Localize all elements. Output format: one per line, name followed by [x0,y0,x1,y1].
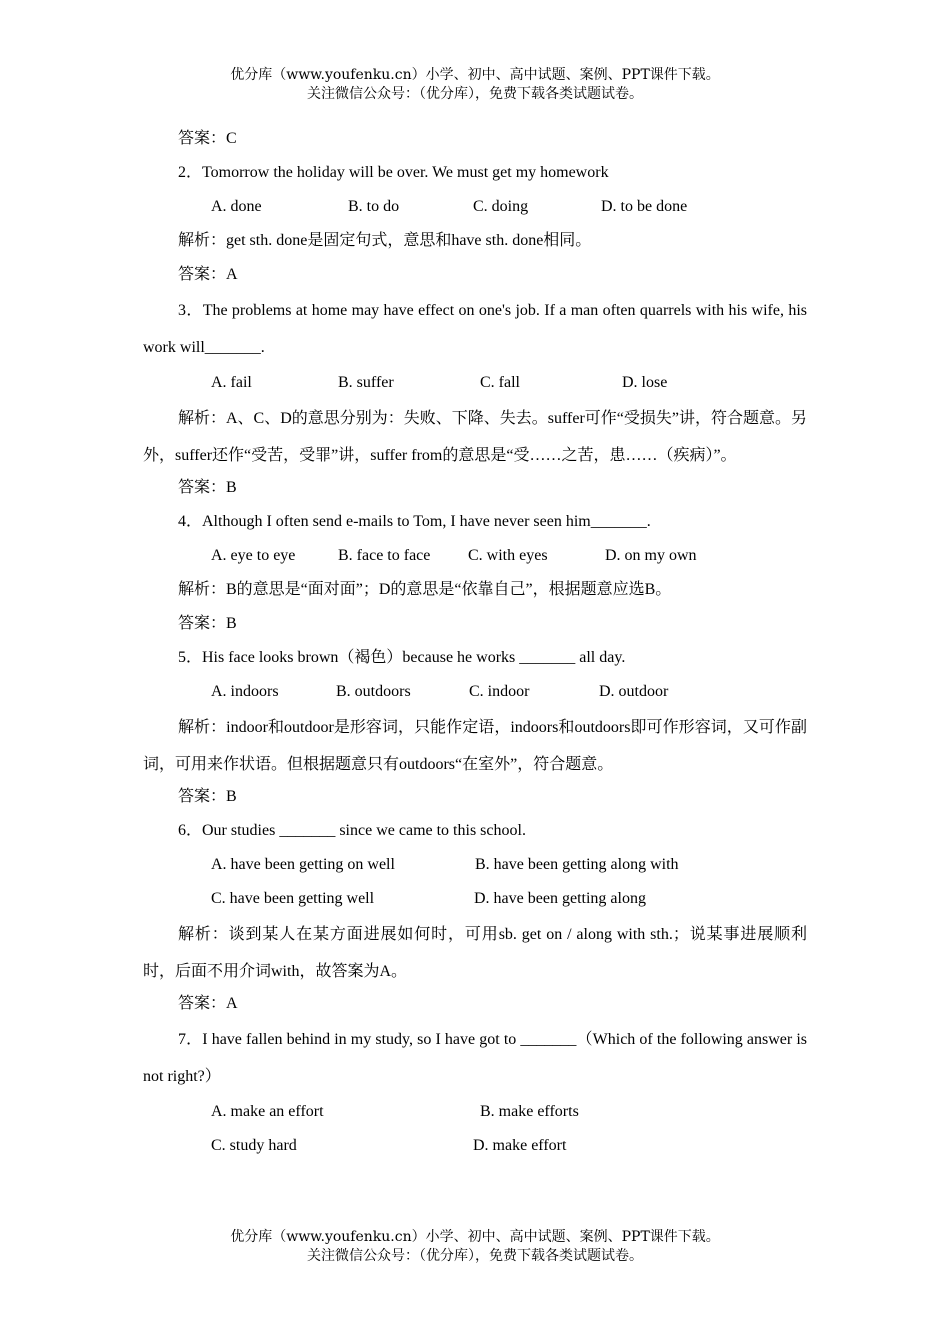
question-4-options [143,539,807,573]
option-c: C. indoor [469,683,530,700]
question-2-answer: 答案：A [178,266,238,283]
option-b: B. have been getting along with [475,856,679,873]
option-a: A. make an effort [211,1103,324,1120]
question-4-analysis: 解析：B的意思是“面对面”；D的意思是“依靠自己”，根据题意应选B。 [178,581,672,598]
question-3-analysis: 解析：A、C、D的意思分别为：失败、下降、失去。suffer可作“受损失”讲，符合题意。另外，suffer还作“受苦，受罪”讲，suffer from的意思是“受……之苦，患……（疾病）”。 [143,410,808,464]
option-d: D. on my own [605,547,697,564]
option-c: C. fall [480,374,520,391]
option-c: C. with eyes [468,547,548,564]
footer-line-2: 关注微信公众号：（优分库），免费下载各类试题试卷。 [307,1248,643,1264]
question-6-answer: 答案：A [178,995,238,1012]
question-3-answer: 答案：B [178,479,237,496]
footer-line-1: 优分库（www.youfenku.cn）小学、初中、高中试题、案例、PPT课件下载。 [230,1229,720,1245]
question-7-stem: 7．I have fallen behind in my study, so I have got to _______（Which of the following answer is not right?） [143,1031,807,1085]
option-b: B. suffer [338,374,394,391]
option-d: D. outdoor [599,683,669,700]
option-b: B. outdoors [336,683,411,700]
question-3-options [143,366,807,400]
option-d: D. have been getting along [474,890,646,907]
question-6-analysis: 解析：谈到某人在某方面进展如何时，可用sb. get on / along with sth.；说某事进展顺利时，后面不用介词with，故答案为A。 [143,926,807,980]
question-4-stem: 4．Although I often send e-mails to Tom, I have never seen him_______. [178,513,651,530]
question-5-options [143,675,807,709]
question-4-answer: 答案：B [178,615,237,632]
option-a: A. eye to eye [211,547,296,564]
option-d: D. lose [622,374,668,391]
option-d: D. to be done [601,198,688,215]
question-3-stem: 3．The problems at home may have effect on one's job. If a man often quarrels with his wife, his work will_______. [143,302,807,356]
option-a: A. indoors [211,683,279,700]
question-5-analysis: 解析：indoor和outdoor是形容词，只能作定语，indoors和outdoors即可作形容词，又可作副词，可用来作状语。但根据题意只有outdoors“在室外”，符合题意。 [143,719,807,773]
header-line-2: 关注微信公众号：（优分库），免费下载各类试题试卷。 [307,86,643,102]
page-header [0,66,950,104]
answer-prev: 答案：C [178,130,237,147]
option-b: B. make efforts [480,1103,579,1120]
option-b: B. to do [348,198,400,215]
question-2-analysis: 解析：get sth. done是固定句式，意思和have sth. done相同。 [178,232,592,249]
page-footer [0,1228,950,1266]
question-6-options-row1 [143,848,807,882]
option-a: A. have been getting on well [211,856,395,873]
question-2-stem: 2．Tomorrow the holiday will be over. We must get my homework [178,164,609,181]
option-c: C. study hard [211,1137,297,1154]
question-6-stem: 6．Our studies _______ since we came to this school. [178,822,526,839]
question-6-options-row2 [143,882,807,916]
question-7-options-row1 [143,1095,807,1129]
question-content [143,122,807,1163]
option-a: A. done [211,198,262,215]
header-line-1: 优分库（www.youfenku.cn）小学、初中、高中试题、案例、PPT课件下载。 [230,67,720,83]
option-c: C. have been getting well [211,890,375,907]
question-7-options-row2 [143,1129,807,1163]
option-a: A. fail [211,374,252,391]
option-c: C. doing [473,198,529,215]
question-5-stem: 5．His face looks brown（褐色）because he works _______ all day. [178,649,626,666]
option-b: B. face to face [338,547,431,564]
question-2-options [143,190,807,224]
question-5-answer: 答案：B [178,788,237,805]
option-d: D. make effort [473,1137,567,1154]
